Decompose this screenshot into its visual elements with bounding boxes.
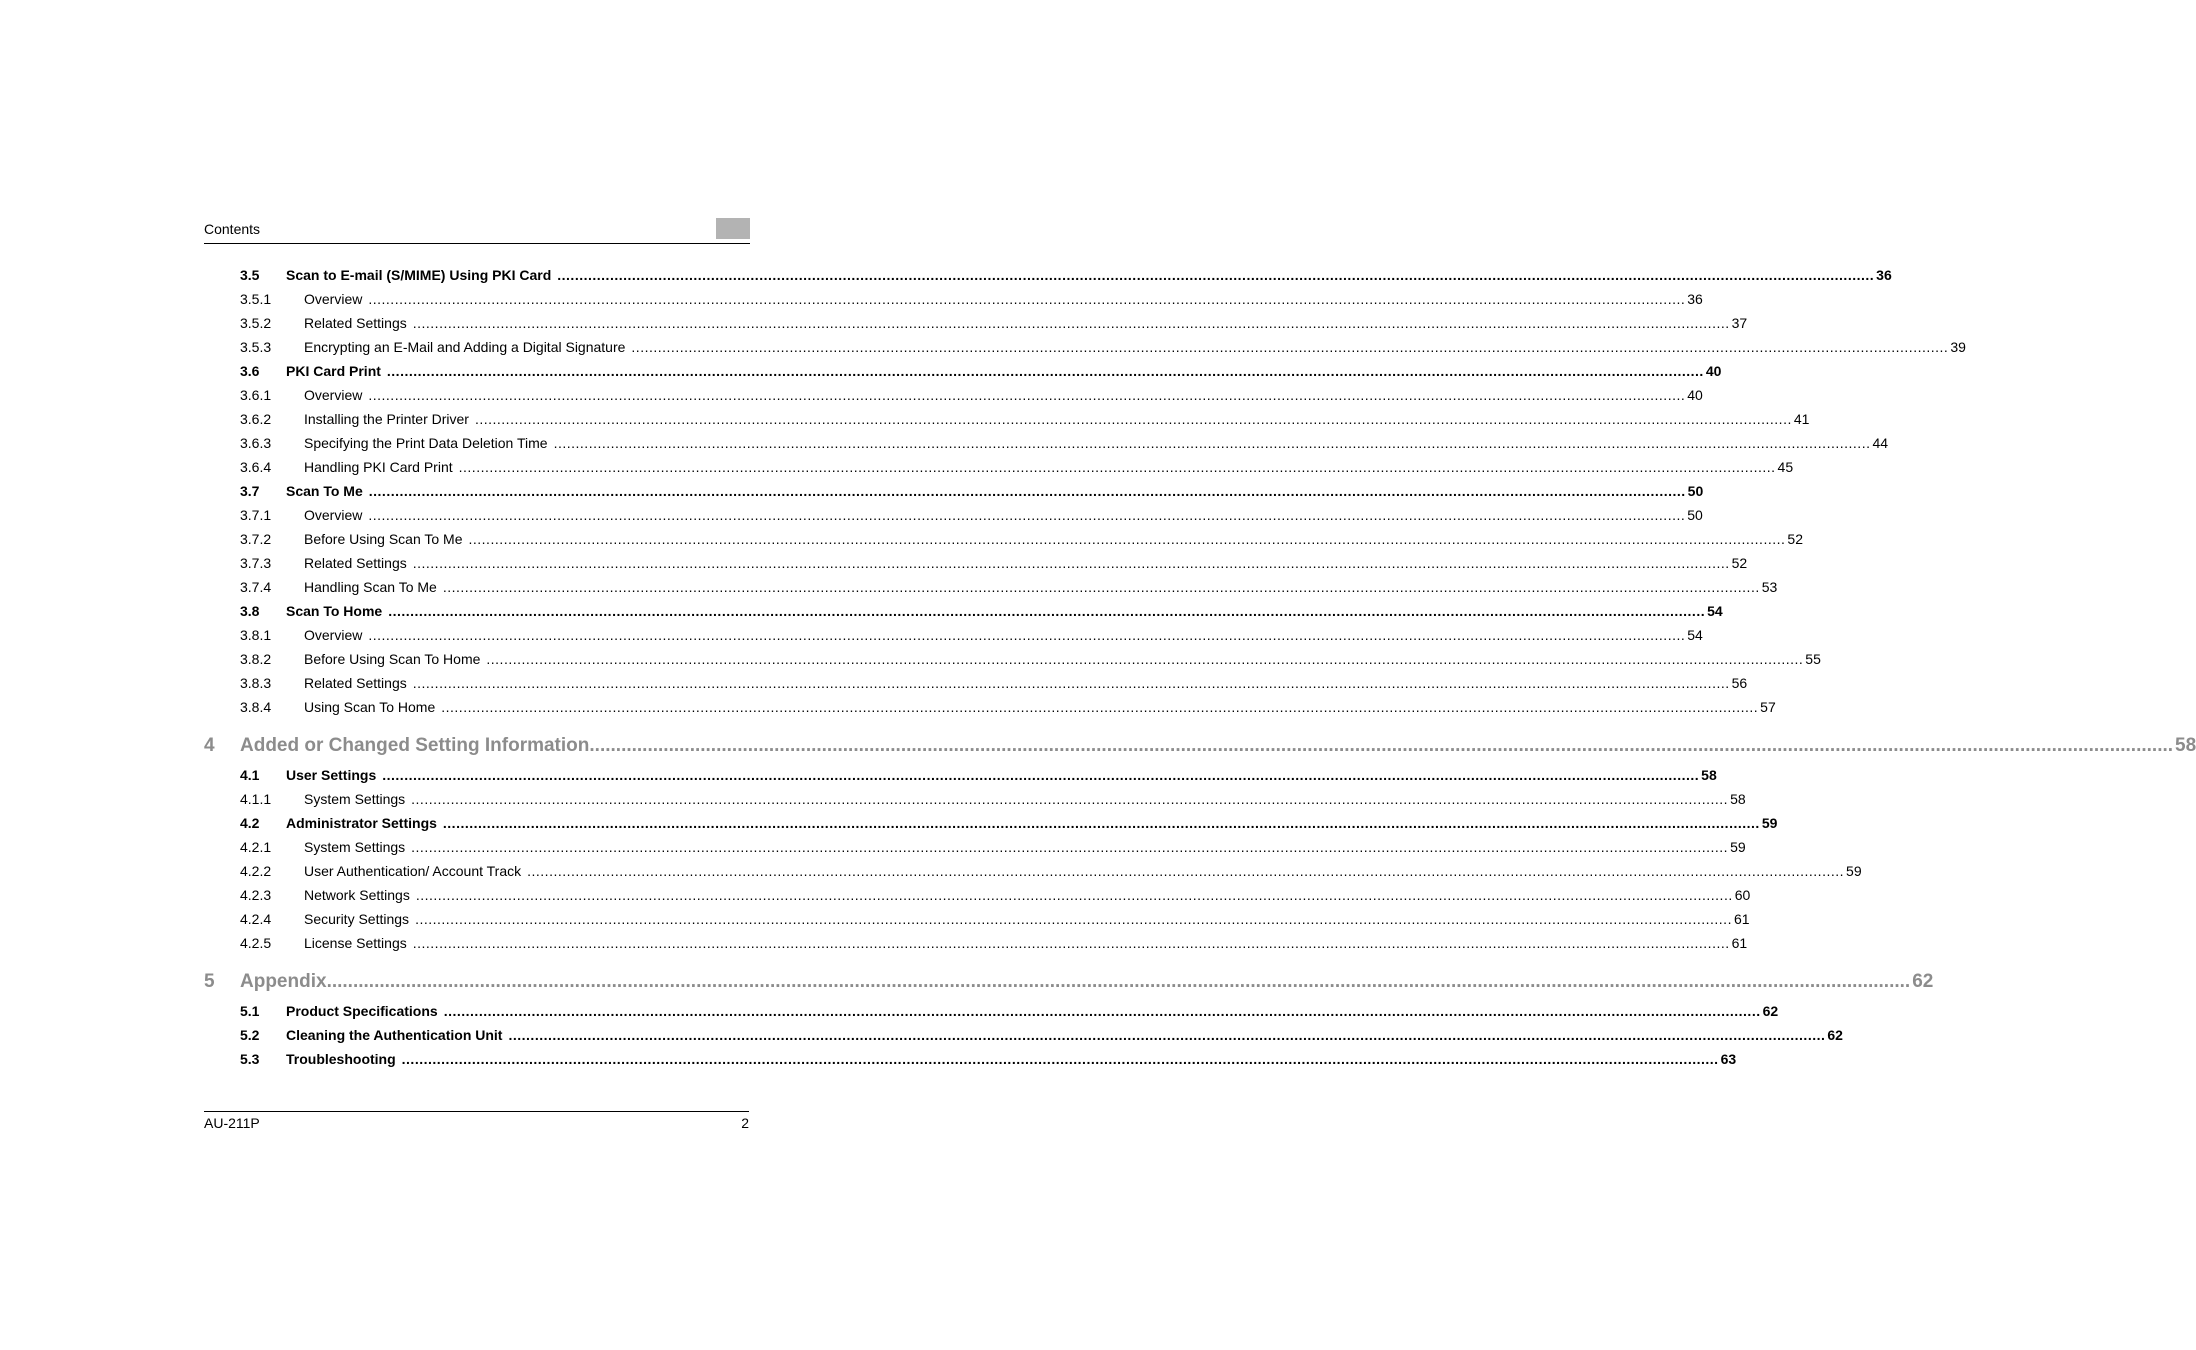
toc-entry-number: 3.8.4 [240,699,272,715]
toc-entry[interactable] [204,1023,1843,1047]
toc-entry[interactable] [204,335,1966,359]
toc-entry-number: 3.8.1 [240,627,272,643]
toc-dot-leader: ............................................................................................................................................................................................................................................................................................................ [442,579,1760,595]
toc-dot-leader: ............................................................................................................................................................................................................................................................................................................ [368,507,1686,523]
toc-entry-title: System Settings [304,791,406,807]
toc-entry-page: 61 [1731,935,1748,951]
toc-dot-leader: ............................................................................................................................................................................................................................................................................................................ [412,555,1730,571]
toc-dot-leader: ............................................................................................................................................................................................................................................................................................................ [553,435,1871,451]
header-title: Contents [204,221,261,237]
toc-entry-page: 50 [1687,507,1703,523]
toc-dot-leader: ............................................................................................................................................................................................................................................................................................................ [557,267,1875,283]
toc-dot-leader: ............................................................................................................................................................................................................................................................................................................ [326,971,1911,992]
toc-dot-leader: ............................................................................................................................................................................................................................................................................................................ [411,791,1729,807]
toc-entry-number: 4.2.5 [240,935,272,951]
toc-entry-page: 58 [2175,735,2196,756]
toc-entry[interactable] [204,695,1776,719]
toc-entry-title: Network Settings [304,887,410,903]
toc-entry-number: 3.5.2 [240,315,272,331]
toc-entry-number: 5.2 [240,1027,260,1043]
toc-entry-number: 3.8.2 [240,651,272,667]
toc-entry-title: Scan To Home [286,603,383,619]
toc-dot-leader: ............................................................................................................................................................................................................................................................................................................ [508,1027,1826,1043]
toc-entry-number: 5.1 [240,1003,260,1019]
toc-entry-title: Scan To Me [286,483,363,499]
toc-entry-number: 4.1 [240,767,260,783]
toc-entry-page: 52 [1731,555,1748,571]
toc-entry-page: 59 [1846,863,1862,879]
toc-entry-title: Overview [304,507,363,523]
toc-entry-title: Handling Scan To Me [304,579,437,595]
toc-entry[interactable] [204,527,1803,551]
toc-entry-number: 3.7.4 [240,579,272,595]
toc-entry[interactable] [204,551,1748,575]
header-tab-marker [716,218,750,239]
toc-entry[interactable] [204,763,1717,787]
toc-entry-page: 62 [1762,1003,1779,1019]
toc-entry-title: PKI Card Print [286,363,381,379]
toc-entry-page: 37 [1731,315,1748,331]
toc-entry-page: 63 [1720,1051,1737,1067]
page-footer [204,1111,749,1131]
toc-entry-title: License Settings [304,935,407,951]
toc-entry[interactable] [204,671,1748,695]
toc-entry-page: 45 [1777,459,1794,475]
toc-dot-leader: ............................................................................................................................................................................................................................................................................................................ [458,459,1776,475]
toc-entry[interactable] [204,287,1703,311]
toc-entry-page: 59 [1761,815,1778,831]
footer-page-number: 2 [741,1115,749,1131]
toc-entry[interactable] [204,835,1746,859]
toc-entry-title: User Authentication/ Account Track [304,863,522,879]
toc-entry-page: 57 [1760,699,1776,715]
toc-dot-leader: ............................................................................................................................................................................................................................................................................................................ [368,291,1686,307]
toc-dot-leader: ............................................................................................................................................................................................................................................................................................................ [388,603,1706,619]
toc-entry-number: 4 [204,735,215,756]
toc-entry-page: 40 [1687,387,1703,403]
toc-entry-page: 36 [1876,267,1892,283]
toc-dot-leader: ............................................................................................................................................................................................................................................................................................................ [368,627,1686,643]
footer-model: AU-211P [204,1115,260,1131]
toc-entry[interactable] [204,383,1703,407]
toc-dot-leader: ............................................................................................................................................................................................................................................................................................................ [386,363,1704,379]
toc-dot-leader: ............................................................................................................................................................................................................................................................................................................ [443,1003,1761,1019]
toc-entry[interactable] [204,503,1703,527]
toc-dot-leader: ............................................................................................................................................................................................................................................................................................................ [411,839,1729,855]
toc-entry-page: 52 [1787,531,1803,547]
toc-entry[interactable] [204,931,1748,955]
toc-entry[interactable] [204,787,1746,811]
toc-entry-title: Specifying the Print Data Deletion Time [304,435,548,451]
toc-entry-number: 4.1.1 [240,791,272,807]
toc-entry-page: 39 [1950,339,1966,355]
toc-entry[interactable] [204,263,1892,287]
toc-entry[interactable] [204,455,1794,479]
toc-dot-leader: ............................................................................................................................................................................................................................................................................................................ [468,531,1786,547]
toc-entry-number: 3.5.1 [240,291,272,307]
toc-entry-title: Related Settings [304,555,407,571]
toc-entry-title: Added or Changed Setting Information [240,735,590,756]
toc-dot-leader: ............................................................................................................................................................................................................................................................................................................ [412,675,1730,691]
toc-entry-number: 3.7 [240,483,260,499]
toc-dot-leader: ............................................................................................................................................................................................................................................................................................................ [412,935,1730,951]
toc-entry-page: 58 [1730,791,1746,807]
toc-entry-page: 56 [1731,675,1748,691]
toc-dot-leader: ............................................................................................................................................................................................................................................................................................................ [415,911,1732,927]
toc-entry-title: System Settings [304,839,406,855]
toc-entry[interactable] [204,647,1821,671]
toc-entry-number: 3.7.2 [240,531,272,547]
toc-entry-number: 3.8 [240,603,260,619]
toc-entry[interactable] [204,883,1751,907]
toc-dot-leader: ............................................................................................................................................................................................................................................................................................................ [589,735,2174,756]
toc-entry-number: 5.3 [240,1051,260,1067]
toc-entry-number: 5 [204,971,215,992]
toc-entry-title: Scan to E-mail (S/MIME) Using PKI Card [286,267,552,283]
toc-entry-title: Overview [304,627,363,643]
toc-entry-number: 3.5 [240,267,260,283]
toc-entry-number: 3.5.3 [240,339,272,355]
toc-entry-number: 3.6 [240,363,260,379]
page-header [204,218,750,244]
toc-dot-leader: ............................................................................................................................................................................................................................................................................................................ [382,767,1700,783]
toc-entry-title: Overview [304,291,363,307]
toc-entry[interactable] [204,431,1889,455]
toc-entry-title: Handling PKI Card Print [304,459,453,475]
toc-entry-page: 40 [1705,363,1722,379]
toc-entry-title: Before Using Scan To Home [304,651,481,667]
toc-entry[interactable] [204,623,1703,647]
toc-entry-title: Administrator Settings [286,815,437,831]
toc-entry-number: 3.6.1 [240,387,272,403]
toc-entry-title: Encrypting an E-Mail and Adding a Digital Signature [304,339,626,355]
toc-entry[interactable] [204,575,1778,599]
toc-entry-page: 55 [1805,651,1821,667]
toc-entry-page: 53 [1761,579,1778,595]
toc-entry-page: 61 [1733,911,1750,927]
toc-dot-leader: ............................................................................................................................................................................................................................................................................................................ [368,387,1686,403]
toc-entry-title: Using Scan To Home [304,699,436,715]
toc-entry[interactable] [204,479,1704,503]
toc-entry[interactable] [204,999,1779,1023]
toc-entry-page: 60 [1734,887,1751,903]
toc-entry-number: 3.7.3 [240,555,272,571]
toc-entry-title: Appendix [240,971,327,992]
toc-entry[interactable] [204,599,1723,623]
toc-entry-number: 4.2.1 [240,839,272,855]
toc-entry[interactable] [204,311,1748,335]
toc-dot-leader: ............................................................................................................................................................................................................................................................................................................ [486,651,1804,667]
toc-dot-leader: ............................................................................................................................................................................................................................................................................................................ [631,339,1949,355]
toc-entry-number: 3.6.4 [240,459,272,475]
toc-entry-title: Cleaning the Authentication Unit [286,1027,503,1043]
toc-entry-page: 54 [1707,603,1723,619]
toc-dot-leader: ............................................................................................................................................................................................................................................................................................................ [442,815,1760,831]
toc-entry-page: 54 [1687,627,1703,643]
toc-entry-page: 62 [1912,971,1934,992]
toc-entry-page: 44 [1872,435,1889,451]
toc-entry-page: 41 [1793,411,1810,427]
toc-entry-number: 4.2 [240,815,260,831]
toc-entry-page: 62 [1827,1027,1843,1043]
toc-dot-leader: ............................................................................................................................................................................................................................................................................................................ [412,315,1730,331]
toc-entry-number: 3.6.3 [240,435,272,451]
toc-dot-leader: ............................................................................................................................................................................................................................................................................................................ [441,699,1759,715]
toc-entry-number: 3.7.1 [240,507,272,523]
toc-entry[interactable] [204,407,1810,431]
toc-entry[interactable] [204,729,2196,763]
toc-entry-page: 58 [1701,767,1717,783]
toc-entry-title: Related Settings [304,315,407,331]
toc-entry-title: Related Settings [304,675,407,691]
toc-entry-title: Installing the Printer Driver [304,411,469,427]
toc-dot-leader: ............................................................................................................................................................................................................................................................................................................ [401,1051,1719,1067]
toc-entry-title: Before Using Scan To Me [304,531,463,547]
toc-entry-title: Product Specifications [286,1003,438,1019]
toc-entry[interactable] [204,907,1750,931]
toc-entry[interactable] [204,859,1862,883]
toc-entry-title: User Settings [286,767,377,783]
toc-entry-number: 4.2.4 [240,911,272,927]
toc-entry-page: 59 [1730,839,1746,855]
toc-entry-title: Security Settings [304,911,410,927]
table-of-contents [204,263,2196,1071]
toc-entry-number: 4.2.3 [240,887,272,903]
toc-entry[interactable] [204,965,1934,999]
toc-dot-leader: ............................................................................................................................................................................................................................................................................................................ [368,483,1686,499]
toc-entry-number: 3.8.3 [240,675,272,691]
toc-entry-number: 3.6.2 [240,411,272,427]
toc-entry-page: 50 [1687,483,1704,499]
toc-entry-number: 4.2.2 [240,863,272,879]
toc-entry[interactable] [204,811,1778,835]
toc-dot-leader: ............................................................................................................................................................................................................................................................................................................ [527,863,1845,879]
toc-dot-leader: ............................................................................................................................................................................................................................................................................................................ [415,887,1733,903]
toc-entry-title: Troubleshooting [286,1051,396,1067]
toc-entry-title: Overview [304,387,363,403]
toc-entry[interactable] [204,1047,1737,1071]
toc-entry[interactable] [204,359,1722,383]
toc-entry-page: 36 [1687,291,1703,307]
toc-dot-leader: ............................................................................................................................................................................................................................................................................................................ [474,411,1792,427]
